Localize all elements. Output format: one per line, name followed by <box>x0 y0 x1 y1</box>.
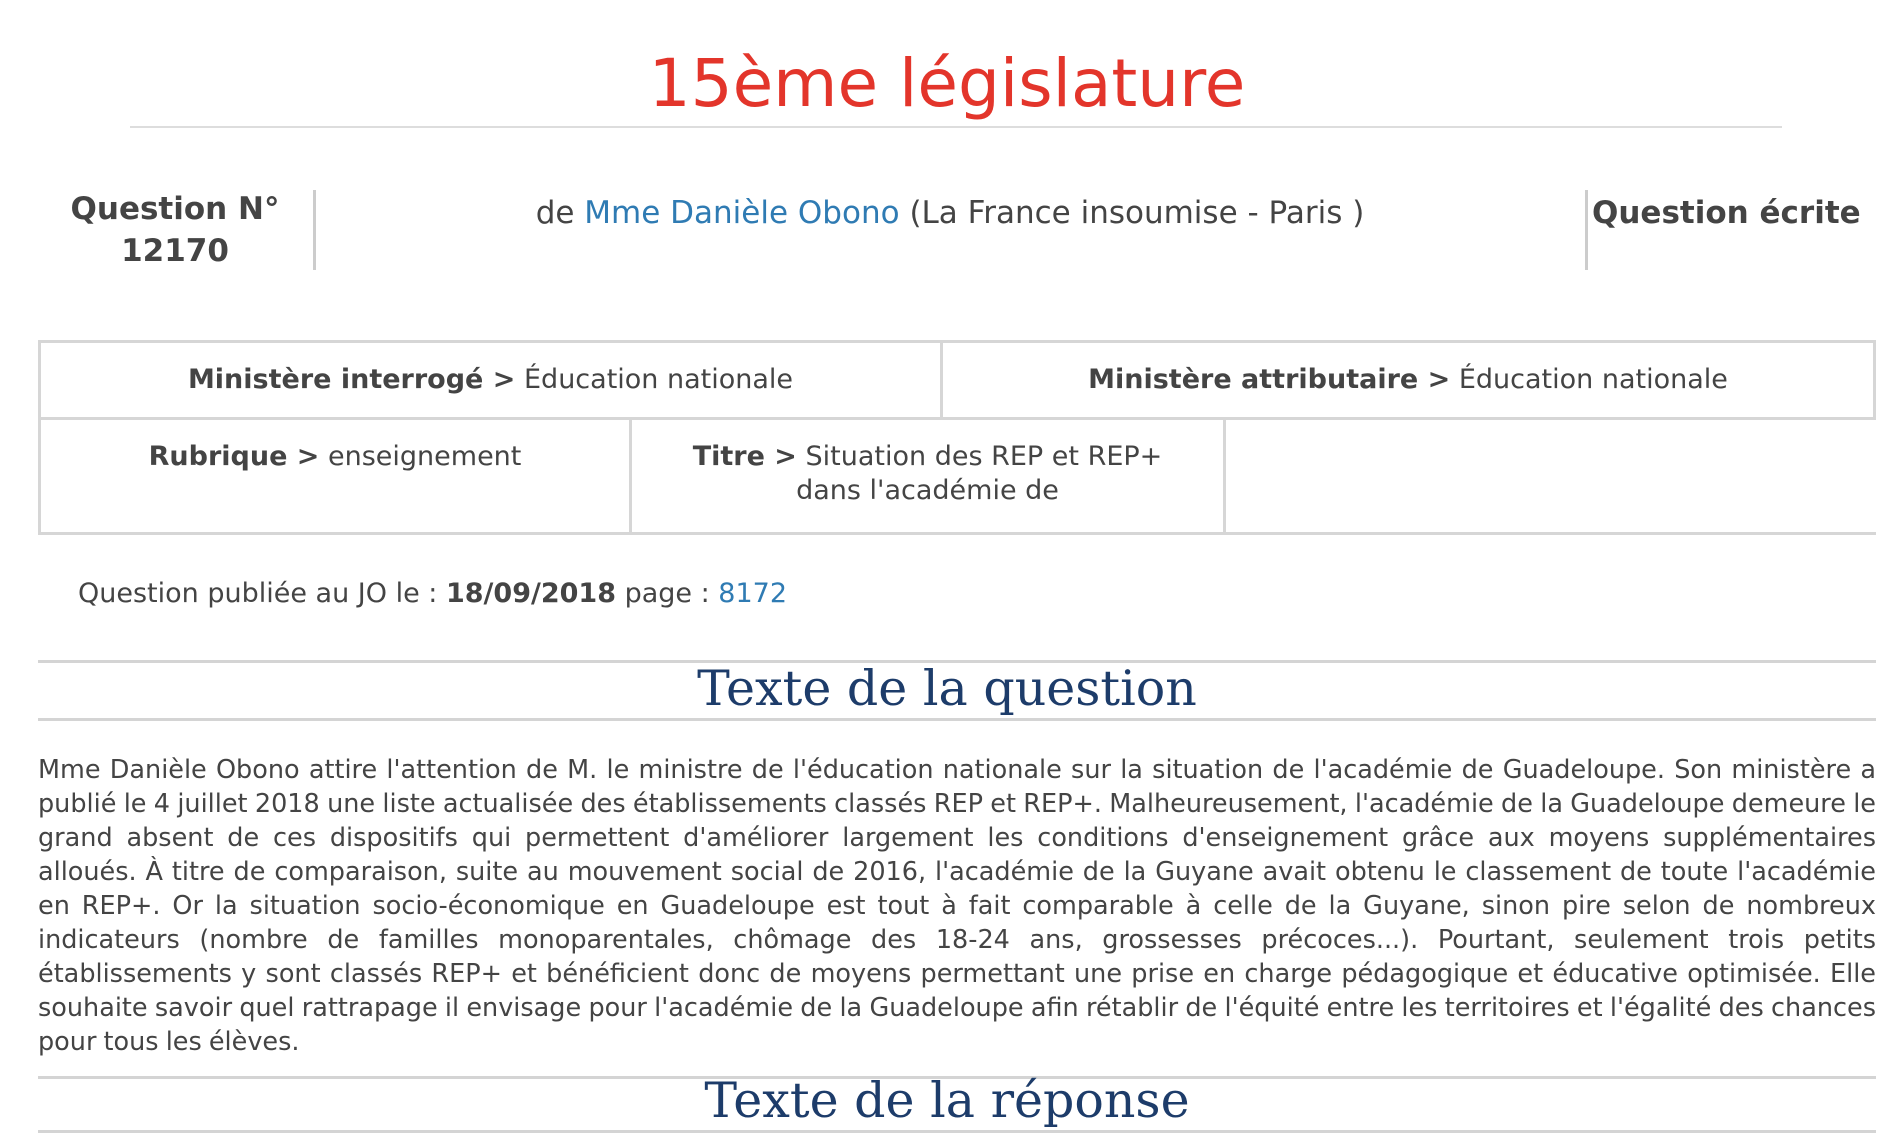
ministere-interroge-cell <box>38 340 943 420</box>
rubrique-label: Rubrique > <box>148 441 320 472</box>
ministere-attributaire-value: Éducation nationale <box>1458 364 1728 395</box>
publication-label: Question publiée au JO le : <box>78 578 438 609</box>
empty-cell <box>1223 417 1876 535</box>
rubrique-cell <box>38 417 632 535</box>
section-response-title: Texte de la réponse <box>704 1072 1190 1129</box>
rubrique-value: enseignement <box>328 441 522 472</box>
ministere-interroge-value: Éducation nationale <box>524 364 794 395</box>
author-line <box>320 192 1580 234</box>
question-number: 12170 <box>121 233 229 269</box>
title-divider <box>130 126 1782 128</box>
question-type: Question écrite <box>1592 195 1861 231</box>
publication-page-link[interactable]: 8172 <box>718 578 788 609</box>
section-question-rule-bottom <box>38 718 1876 721</box>
publication-line <box>78 576 787 612</box>
legislature-title: 15ème législature <box>648 45 1246 122</box>
section-question-title: Texte de la question <box>697 660 1197 717</box>
ministere-interroge-label: Ministère interrogé > <box>187 364 516 395</box>
publication-page-label: page : <box>624 578 710 609</box>
header-separator-left <box>313 190 316 270</box>
question-number-block <box>40 188 310 272</box>
author-prefix: de <box>535 195 575 231</box>
publication-date: 18/09/2018 <box>445 578 616 609</box>
question-number-label: Question N° <box>70 191 280 227</box>
titre-label: Titre > <box>692 441 797 472</box>
section-response-rule-bottom <box>38 1130 1876 1133</box>
ministere-attributaire-label: Ministère attributaire > <box>1088 364 1451 395</box>
titre-value: Situation des REP et REP+ dans l'académie de <box>796 441 1163 506</box>
author-link[interactable]: Mme Danièle Obono <box>584 195 900 231</box>
question-text: Mme Danièle Obono attire l'attention de M. le ministre de l'éducation nationale sur la situation de l'académie de Guadeloupe. Son ministère a publié le 4 juillet 2018 une liste actualisée des établissements classés REP et REP+. Malheureusement, l'académie de la Guadeloupe demeure le grand absent de ces dispositifs qui permettent d'améliorer largement les conditions d'enseignement grâce aux moyens supplémentaires alloués. À titre de comparaison, suite au mouvement social de 2016, l'académie de la Guyane avait obtenu le classement de toute l'académie en REP+. Or la situation socio-économique en Guadeloupe est tout à fait comparable à celle de la Guyane, sinon pire selon de nombreux indicateurs (nombre de familles monoparentales, chômage des 18-24 ans, grossesses précoces...). Pourtant, seulement trois petits établissements y sont classés REP+ et bénéficient donc de moyens permettant une prise en charge pédagogique et éducative optimisée. Elle souhaite savoir quel rattrapage il envisage pour l'académie de la Guadeloupe afin rétablir de l'équité entre les territoires et l'égalité des chances pour tous les élèves. <box>38 755 1876 1057</box>
titre-cell <box>629 417 1226 535</box>
header-separator-right <box>1585 190 1588 270</box>
author-group: (La France insoumise - Paris ) <box>909 195 1365 231</box>
ministere-attributaire-cell <box>940 340 1876 420</box>
